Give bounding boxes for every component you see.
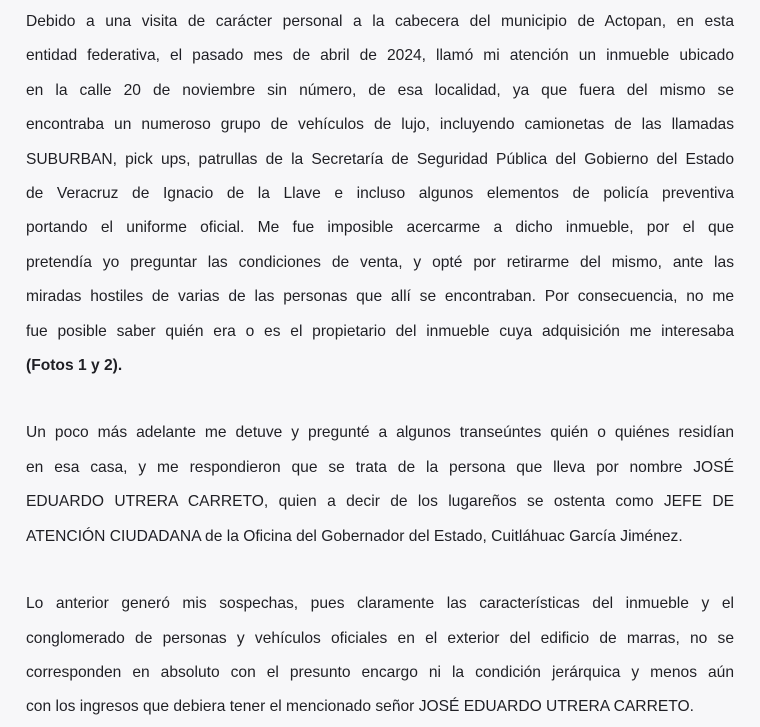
text-line: corresponden en absoluto con el presunto encargo ni la condición jerárquica y menos aún <box>26 663 734 681</box>
text-line: Lo anterior generó mis sospechas, pues claramente las características del inmueble y el <box>26 595 734 613</box>
paragraph-suspicion <box>26 587 734 725</box>
text-line: SUBURBAN, pick ups, patrullas de la Secretaría de Seguridad Pública del Gobierno del Estado <box>26 150 734 168</box>
text-line: fue posible saber quién era o es el propietario del inmueble cuya adquisición me interesaba <box>26 322 734 340</box>
text-line: con los ingresos que debiera tener el mencionado señor JOSÉ EDUARDO UTRERA CARRETO. <box>26 698 694 716</box>
text-line: en esa casa, y me respondieron que se trata de la persona que lleva por nombre JOSÉ <box>26 458 734 476</box>
text-line: encontraba un numeroso grupo de vehículos de lujo, incluyendo camionetas de las llamadas <box>26 116 734 134</box>
text-line: EDUARDO UTRERA CARRETO, quien a decir de los lugareños se ostenta como JEFE DE <box>26 493 734 511</box>
text-line: en la calle 20 de noviembre sin número, de esa localidad, ya que fuera del mismo se <box>26 81 734 99</box>
text-line: portando el uniforme oficial. Me fue imposible acercarme a dicho inmueble, por el que <box>26 219 734 237</box>
paragraph-inquiry <box>26 416 734 554</box>
text-line: pretendía yo preguntar las condiciones de venta, y opté por retirarme del mismo, ante las <box>26 253 734 271</box>
text-line: de Veracruz de Ignacio de la Llave e incluso algunos elementos de policía preventiva <box>26 185 734 203</box>
photo-reference: (Fotos 1 y 2). <box>26 357 123 375</box>
text-line: entidad federativa, el pasado mes de abril de 2024, llamó mi atención un inmueble ubicado <box>26 47 734 65</box>
paragraph-visit <box>26 5 734 383</box>
text-line: conglomerado de personas y vehículos oficiales en el exterior del edificio de marras, no se <box>26 629 734 647</box>
text-line: ATENCIÓN CIUDADANA de la Oficina del Gobernador del Estado, Cuitláhuac García Jiménez. <box>26 527 683 545</box>
text-line: Debido a una visita de carácter personal a la cabecera del municipio de Actopan, en esta <box>26 13 734 30</box>
text-line: Un poco más adelante me detuve y pregunté a algunos transeúntes quién o quiénes residían <box>26 424 734 442</box>
text-line: miradas hostiles de varias de las personas que allí se encontraban. Por consecuencia, no me <box>26 288 734 306</box>
